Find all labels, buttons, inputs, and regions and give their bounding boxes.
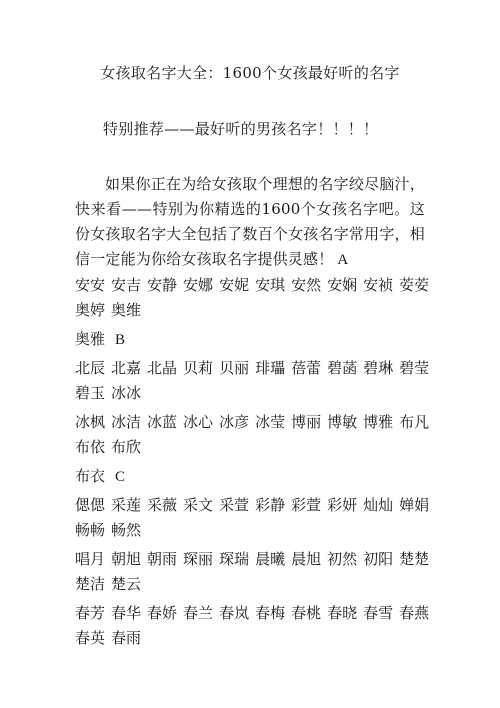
name-item: 冰冰 [111, 384, 142, 402]
name-item: 布欣 [111, 438, 142, 456]
name-item: 冰莹 [255, 413, 286, 431]
section-letter-b: B [115, 332, 126, 348]
name-row [75, 464, 435, 489]
name-item: 畅畅 [75, 521, 106, 539]
name-item: 楚洁 [75, 575, 106, 593]
name-item: 博丽 [291, 413, 322, 431]
name-item: 安祯 [363, 276, 394, 294]
name-list [75, 273, 435, 651]
name-item: 琲瓃 [255, 359, 286, 377]
name-item: 北辰 [75, 359, 106, 377]
name-item: 荌荌 [399, 276, 430, 294]
name-row [75, 298, 435, 323]
name-item: 采莲 [111, 496, 142, 514]
name-row [75, 327, 435, 352]
name-item: 晨旭 [291, 550, 322, 568]
name-item: 安安 [75, 276, 106, 294]
name-item: 春雨 [111, 629, 142, 647]
name-item: 碧菡 [327, 359, 358, 377]
name-item: 布凡 [399, 413, 430, 431]
name-row [75, 493, 435, 518]
name-item: 博敏 [327, 413, 358, 431]
name-item: 彩妍 [327, 496, 358, 514]
name-item: 楚云 [111, 575, 142, 593]
name-item: 贝丽 [219, 359, 250, 377]
name-item: 唱月 [75, 550, 106, 568]
name-item: 碧莹 [399, 359, 430, 377]
name-item: 安妮 [219, 276, 250, 294]
name-item: 北晶 [147, 359, 178, 377]
name-row [75, 356, 435, 381]
name-item: 春燕 [399, 604, 430, 622]
intro-paragraph [75, 172, 425, 273]
name-item: 布衣 [75, 467, 106, 485]
name-item: 春兰 [183, 604, 214, 622]
name-item: 安娜 [183, 276, 214, 294]
name-item: 初阳 [363, 550, 394, 568]
name-item: 冰洁 [111, 413, 142, 431]
name-item: 安吉 [111, 276, 142, 294]
name-item: 春芳 [75, 604, 106, 622]
name-item: 冰彦 [219, 413, 250, 431]
name-item: 安静 [147, 276, 178, 294]
name-item: 春英 [75, 629, 106, 647]
name-item: 冰枫 [75, 413, 106, 431]
name-item: 采薇 [147, 496, 178, 514]
name-item: 蓓蕾 [291, 359, 322, 377]
name-item: 安娴 [327, 276, 358, 294]
section-letter-a: A [337, 252, 349, 268]
name-row [75, 410, 435, 435]
name-item: 春晓 [327, 604, 358, 622]
name-item: 灿灿 [363, 496, 394, 514]
name-item: 偲偲 [75, 496, 106, 514]
name-item: 北嘉 [111, 359, 142, 377]
name-row [75, 626, 435, 651]
document-title: 女孩取名字大全：1600个女孩最好听的名字 [100, 64, 400, 82]
name-item: 奥维 [111, 301, 142, 319]
name-row [75, 435, 435, 460]
name-item: 朝雨 [147, 550, 178, 568]
name-item: 畅然 [111, 521, 142, 539]
name-item: 朝旭 [111, 550, 142, 568]
name-item: 婵娟 [399, 496, 430, 514]
name-item: 奥雅 [75, 330, 106, 348]
name-item: 春华 [111, 604, 142, 622]
name-item: 碧玉 [75, 384, 106, 402]
name-item: 贝莉 [183, 359, 214, 377]
name-item: 初然 [327, 550, 358, 568]
name-row [75, 381, 435, 406]
name-item: 安琪 [255, 276, 286, 294]
name-row [75, 601, 435, 626]
name-item: 春岚 [219, 604, 250, 622]
name-item: 冰蓝 [147, 413, 178, 431]
name-item: 琛丽 [183, 550, 214, 568]
section-letter-c: C [115, 469, 126, 485]
recommend-line: 特别推荐——最好听的男孩名字！！！！ [103, 120, 379, 138]
name-item: 奥婷 [75, 301, 106, 319]
name-row [75, 547, 435, 572]
name-item: 琛瑞 [219, 550, 250, 568]
name-item: 春雪 [363, 604, 394, 622]
name-item: 春桃 [291, 604, 322, 622]
name-item: 采文 [183, 496, 214, 514]
name-item: 楚楚 [399, 550, 430, 568]
name-item: 布依 [75, 438, 106, 456]
name-item: 采萱 [219, 496, 250, 514]
name-item: 春梅 [255, 604, 286, 622]
name-row [75, 572, 435, 597]
intro-text: 如果你正在为给女孩取个理想的名字绞尽脑汁，快来看——特别为你精选的1600个女孩名字吧。这份女孩取名字大全包括了数百个女孩名字常用字，相信一定能为你给女孩取名字提供灵感！ [75, 175, 425, 268]
name-row [75, 518, 435, 543]
name-item: 晨曦 [255, 550, 286, 568]
name-item: 碧琳 [363, 359, 394, 377]
name-row [75, 273, 435, 298]
name-item: 春娇 [147, 604, 178, 622]
name-item: 安然 [291, 276, 322, 294]
name-item: 彩萱 [291, 496, 322, 514]
name-item: 彩静 [255, 496, 286, 514]
name-item: 冰心 [183, 413, 214, 431]
name-item: 博雅 [363, 413, 394, 431]
